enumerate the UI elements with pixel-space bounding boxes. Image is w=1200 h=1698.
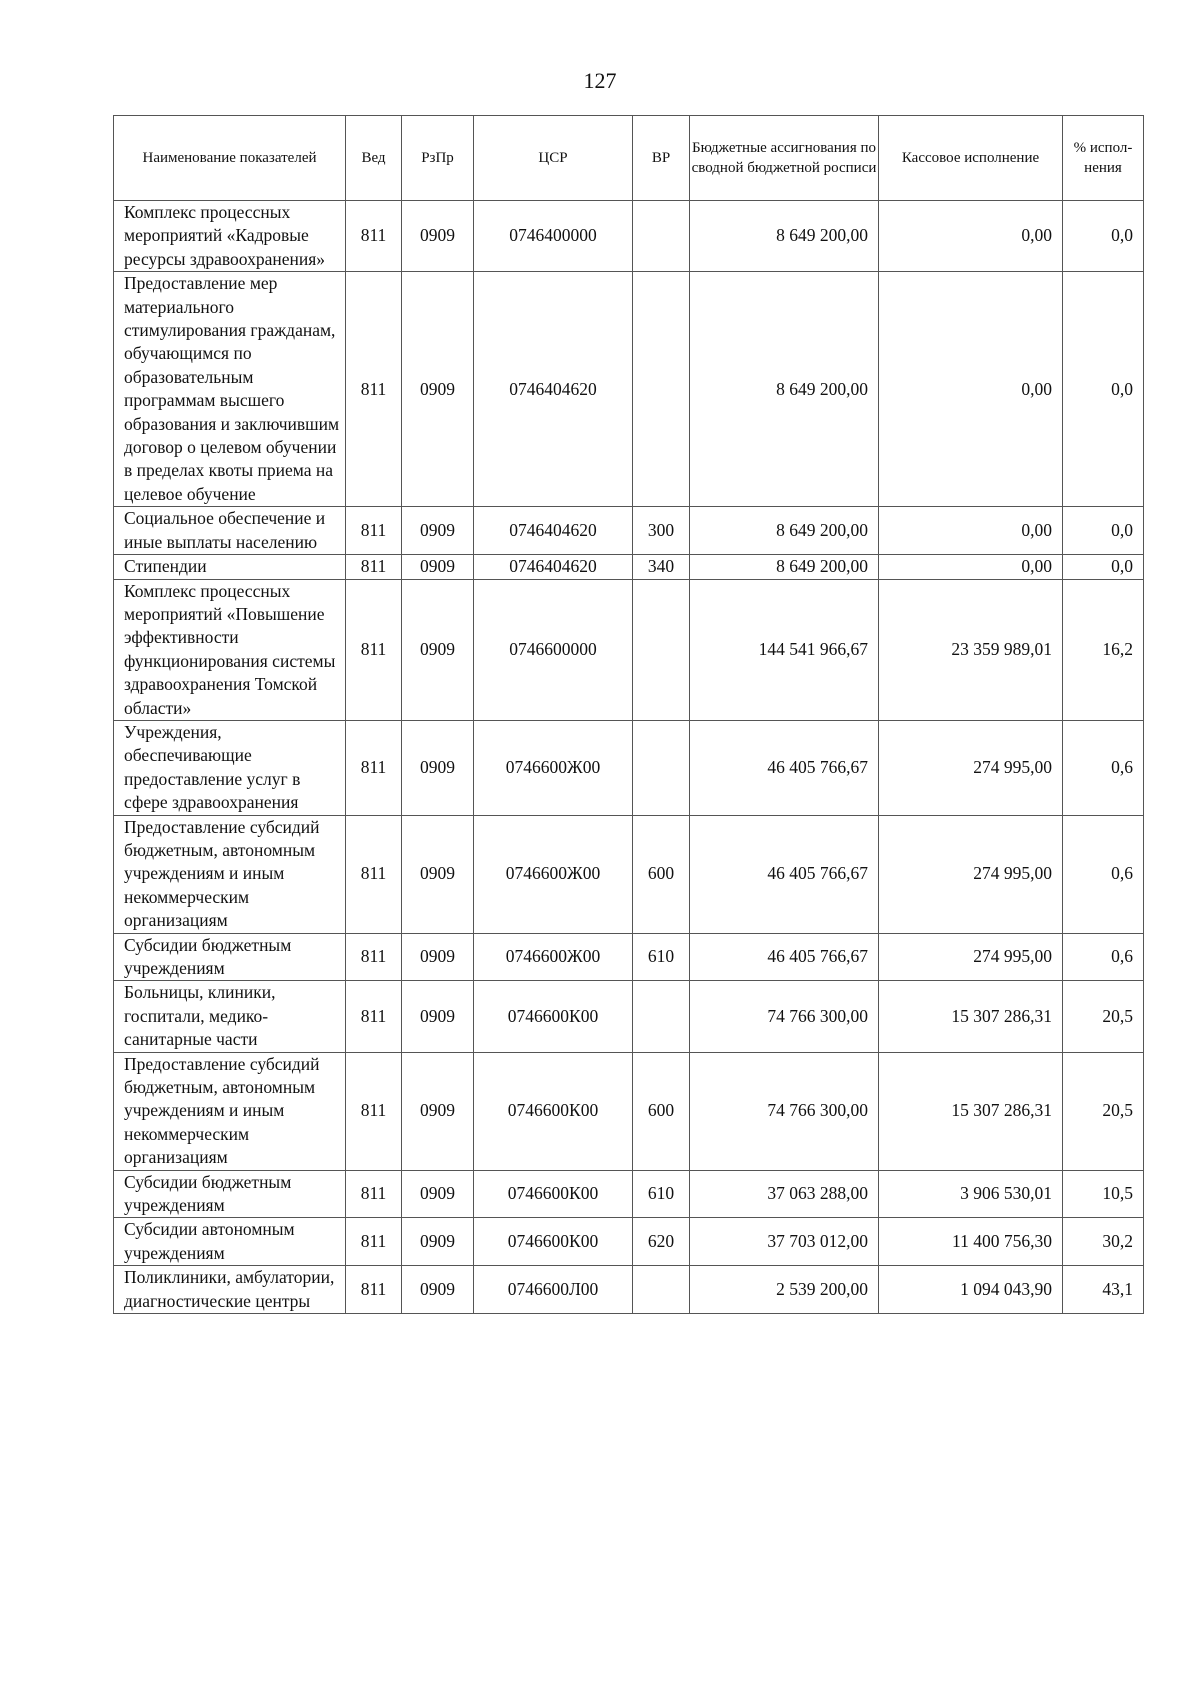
- cell-cash: 0,00: [879, 507, 1063, 555]
- table-row: [114, 815, 1144, 933]
- cell-ved: 811: [346, 1052, 402, 1170]
- cell-name: Социальное обеспечение и иные выплаты населению: [114, 507, 346, 555]
- cell-percent: 20,5: [1063, 981, 1144, 1052]
- cell-rzpr: 0909: [402, 201, 474, 272]
- cell-cash: 23 359 989,01: [879, 579, 1063, 720]
- cell-csr: 0746600Л00: [474, 1266, 633, 1314]
- cell-percent: 0,0: [1063, 272, 1144, 507]
- cell-name: Субсидии бюджетным учреждениям: [114, 933, 346, 981]
- cell-percent: 10,5: [1063, 1170, 1144, 1218]
- cell-vr: [633, 272, 690, 507]
- cell-budget: 2 539 200,00: [690, 1266, 879, 1314]
- table-row: [114, 555, 1144, 579]
- cell-name: Предоставление субсидий бюджетным, автономным учреждениям и иным некоммерческим организациям: [114, 1052, 346, 1170]
- cell-rzpr: 0909: [402, 272, 474, 507]
- cell-csr: 0746600000: [474, 579, 633, 720]
- cell-percent: 0,0: [1063, 201, 1144, 272]
- cell-budget: 46 405 766,67: [690, 933, 879, 981]
- header-percent: % испол-нения: [1063, 116, 1144, 201]
- cell-rzpr: 0909: [402, 720, 474, 815]
- header-vr: ВР: [633, 116, 690, 201]
- cell-csr: 0746404620: [474, 555, 633, 579]
- table-row: [114, 1218, 1144, 1266]
- cell-vr: 600: [633, 1052, 690, 1170]
- table-row: [114, 981, 1144, 1052]
- cell-budget: 46 405 766,67: [690, 815, 879, 933]
- cell-rzpr: 0909: [402, 1218, 474, 1266]
- cell-cash: 0,00: [879, 201, 1063, 272]
- cell-budget: 74 766 300,00: [690, 1052, 879, 1170]
- cell-vr: [633, 579, 690, 720]
- cell-rzpr: 0909: [402, 1266, 474, 1314]
- cell-vr: [633, 1266, 690, 1314]
- cell-csr: 0746600Ж00: [474, 720, 633, 815]
- cell-budget: 8 649 200,00: [690, 555, 879, 579]
- cell-ved: 811: [346, 720, 402, 815]
- cell-name: Комплекс процессных мероприятий «Повышение эффективности функционирования системы здравоохранения Томской области»: [114, 579, 346, 720]
- cell-budget: 74 766 300,00: [690, 981, 879, 1052]
- cell-ved: 811: [346, 201, 402, 272]
- cell-name: Комплекс процессных мероприятий «Кадровые ресурсы здравоохранения»: [114, 201, 346, 272]
- cell-cash: 274 995,00: [879, 815, 1063, 933]
- cell-name: Поликлиники, амбулатории, диагностические центры: [114, 1266, 346, 1314]
- cell-csr: 0746600К00: [474, 1052, 633, 1170]
- cell-rzpr: 0909: [402, 579, 474, 720]
- cell-name: Стипендии: [114, 555, 346, 579]
- cell-vr: 600: [633, 815, 690, 933]
- cell-csr: 0746600Ж00: [474, 933, 633, 981]
- cell-ved: 811: [346, 1218, 402, 1266]
- table-row: [114, 579, 1144, 720]
- table-header-row: [114, 116, 1144, 201]
- header-rzpr: РзПр: [402, 116, 474, 201]
- cell-ved: 811: [346, 1170, 402, 1218]
- table-row: [114, 1052, 1144, 1170]
- table-row: [114, 1170, 1144, 1218]
- cell-rzpr: 0909: [402, 815, 474, 933]
- header-csr: ЦСР: [474, 116, 633, 201]
- cell-name: Учреждения, обеспечивающие предоставление услуг в сфере здравоохранения: [114, 720, 346, 815]
- cell-rzpr: 0909: [402, 1170, 474, 1218]
- header-ved: Вед: [346, 116, 402, 201]
- cell-name: Субсидии автономным учреждениям: [114, 1218, 346, 1266]
- cell-rzpr: 0909: [402, 981, 474, 1052]
- cell-percent: 0,6: [1063, 933, 1144, 981]
- cell-percent: 0,6: [1063, 720, 1144, 815]
- cell-csr: 0746600К00: [474, 1218, 633, 1266]
- cell-csr: 0746400000: [474, 201, 633, 272]
- cell-name: Субсидии бюджетным учреждениям: [114, 1170, 346, 1218]
- cell-cash: 3 906 530,01: [879, 1170, 1063, 1218]
- cell-percent: 0,0: [1063, 555, 1144, 579]
- header-budget: Бюджетные ассигнования по сводной бюджетной росписи: [690, 116, 879, 201]
- cell-percent: 30,2: [1063, 1218, 1144, 1266]
- cell-rzpr: 0909: [402, 933, 474, 981]
- table-row: [114, 720, 1144, 815]
- table-body: [114, 201, 1144, 1314]
- cell-ved: 811: [346, 815, 402, 933]
- cell-cash: 11 400 756,30: [879, 1218, 1063, 1266]
- page-number: 127: [583, 68, 617, 93]
- cell-ved: 811: [346, 1266, 402, 1314]
- cell-rzpr: 0909: [402, 1052, 474, 1170]
- cell-csr: 0746600Ж00: [474, 815, 633, 933]
- table-row: [114, 933, 1144, 981]
- table-row: [114, 201, 1144, 272]
- cell-budget: 8 649 200,00: [690, 507, 879, 555]
- cell-cash: 274 995,00: [879, 720, 1063, 815]
- cell-vr: 620: [633, 1218, 690, 1266]
- cell-csr: 0746404620: [474, 272, 633, 507]
- cell-ved: 811: [346, 579, 402, 720]
- cell-cash: 15 307 286,31: [879, 981, 1063, 1052]
- cell-percent: 16,2: [1063, 579, 1144, 720]
- cell-vr: 610: [633, 1170, 690, 1218]
- cell-csr: 0746404620: [474, 507, 633, 555]
- cell-vr: 610: [633, 933, 690, 981]
- cell-budget: 37 703 012,00: [690, 1218, 879, 1266]
- cell-budget: 46 405 766,67: [690, 720, 879, 815]
- cell-vr: [633, 201, 690, 272]
- cell-ved: 811: [346, 555, 402, 579]
- budget-execution-table: [113, 115, 1144, 1314]
- cell-percent: 20,5: [1063, 1052, 1144, 1170]
- table-row: [114, 1266, 1144, 1314]
- cell-percent: 43,1: [1063, 1266, 1144, 1314]
- cell-vr: [633, 981, 690, 1052]
- cell-vr: 340: [633, 555, 690, 579]
- cell-rzpr: 0909: [402, 555, 474, 579]
- cell-vr: 300: [633, 507, 690, 555]
- cell-csr: 0746600К00: [474, 1170, 633, 1218]
- cell-ved: 811: [346, 272, 402, 507]
- cell-name: Предоставление мер материального стимулирования гражданам, обучающимся по образовательным программам высшего образования и заключившим договор о целевом обучении в пределах квоты приема на целевое обучение: [114, 272, 346, 507]
- cell-budget: 37 063 288,00: [690, 1170, 879, 1218]
- cell-name: Предоставление субсидий бюджетным, автономным учреждениям и иным некоммерческим организациям: [114, 815, 346, 933]
- table-row: [114, 272, 1144, 507]
- cell-cash: 0,00: [879, 555, 1063, 579]
- cell-ved: 811: [346, 507, 402, 555]
- header-name: Наименование показателей: [114, 116, 346, 201]
- cell-cash: 15 307 286,31: [879, 1052, 1063, 1170]
- header-cash: Кассовое исполнение: [879, 116, 1063, 201]
- cell-budget: 8 649 200,00: [690, 272, 879, 507]
- cell-percent: 0,6: [1063, 815, 1144, 933]
- cell-budget: 144 541 966,67: [690, 579, 879, 720]
- cell-cash: 1 094 043,90: [879, 1266, 1063, 1314]
- table-row: [114, 507, 1144, 555]
- cell-ved: 811: [346, 933, 402, 981]
- cell-percent: 0,0: [1063, 507, 1144, 555]
- cell-cash: 0,00: [879, 272, 1063, 507]
- cell-rzpr: 0909: [402, 507, 474, 555]
- cell-vr: [633, 720, 690, 815]
- cell-cash: 274 995,00: [879, 933, 1063, 981]
- cell-budget: 8 649 200,00: [690, 201, 879, 272]
- cell-csr: 0746600К00: [474, 981, 633, 1052]
- cell-name: Больницы, клиники, госпитали, медико-санитарные части: [114, 981, 346, 1052]
- cell-ved: 811: [346, 981, 402, 1052]
